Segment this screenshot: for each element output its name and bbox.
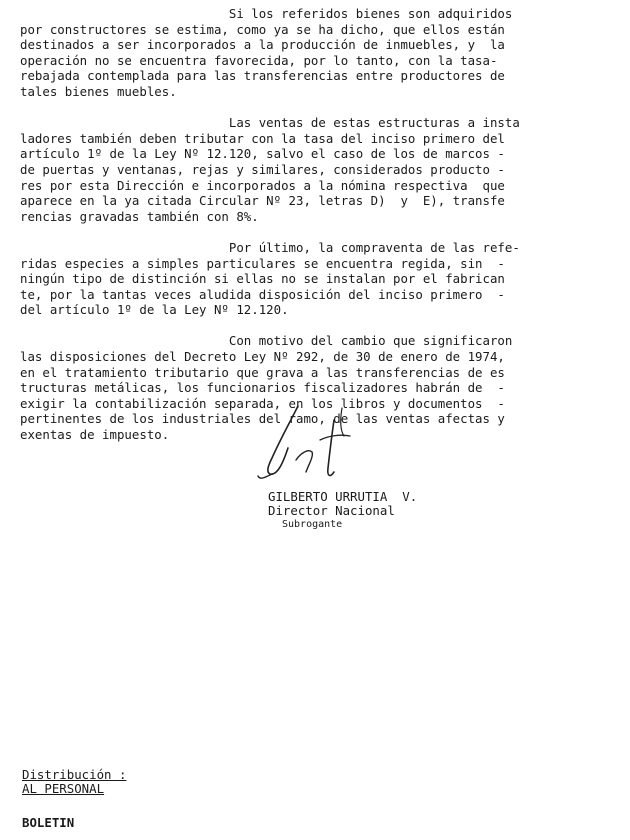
blank-line bbox=[20, 318, 616, 334]
text-line: res por esta Dirección e incorporados a la nómina respectiva que bbox=[20, 177, 505, 193]
letter-body bbox=[20, 6, 616, 443]
signer-subtitle: Subrogante bbox=[282, 519, 343, 530]
text-line: exigir la contabilización separada, en los libros y documentos - bbox=[20, 395, 505, 411]
text-line: tales bienes muebles. bbox=[20, 83, 177, 99]
text-line: del artículo 1º de la Ley Nº 12.120. bbox=[20, 302, 289, 318]
text-line: por constructores se estima, como ya se ha dicho, que ellos están bbox=[20, 21, 505, 37]
text-line: aparece en la ya citada Circular Nº 23, letras D) y E), transfe bbox=[20, 193, 505, 209]
signer-title: Director Nacional bbox=[268, 503, 395, 518]
distribution-list bbox=[22, 768, 126, 830]
text-line: destinados a ser incorporados a la producción de inmuebles, y la bbox=[20, 37, 505, 53]
text-line: Las ventas de estas estructuras a insta bbox=[20, 115, 520, 131]
text-line: rencias gravadas también con 8%. bbox=[20, 208, 259, 224]
text-line: exentas de impuesto. bbox=[20, 427, 170, 443]
paragraph-instaladores bbox=[20, 115, 616, 224]
text-line: te, por la tantas veces aludida disposición del inciso primero - bbox=[20, 286, 505, 302]
handwritten-signature bbox=[250, 400, 390, 490]
paragraph-constructores bbox=[20, 6, 616, 100]
text-line: tructuras metálicas, los funcionarios fiscalizadores habrán de - bbox=[20, 380, 505, 396]
blank-line bbox=[20, 224, 616, 240]
text-line: Con motivo del cambio que significaron bbox=[20, 333, 513, 349]
text-line: operación no se encuentra favorecida, por lo tanto, con la tasa- bbox=[20, 52, 498, 68]
paragraph-particulares bbox=[20, 240, 616, 318]
text-line: Por último, la compraventa de las refe- bbox=[20, 239, 520, 255]
text-line: en el tratamiento tributario que grava a las transferencias de es bbox=[20, 364, 505, 380]
distribution-item: BOLETIN bbox=[22, 815, 75, 830]
text-line: pertinentes de los industriales del ramo, de las ventas afectas y bbox=[20, 411, 505, 427]
text-line: ningún tipo de distinción si ellas no se instalan por el fabrican bbox=[20, 271, 505, 287]
text-line: de puertas y ventanas, rejas y similares, considerados producto - bbox=[20, 161, 505, 177]
text-line: ladores también deben tributar con la tasa del inciso primero del bbox=[20, 130, 505, 146]
text-line: rebajada contemplada para las transferencias entre productores de bbox=[20, 68, 505, 84]
distribution-item: AL PERSONAL bbox=[22, 781, 105, 796]
signature-block bbox=[268, 490, 417, 532]
distribution-heading: Distribución : bbox=[22, 767, 127, 782]
text-line: las disposiciones del Decreto Ley Nº 292, de 30 de enero de 1974, bbox=[20, 349, 505, 365]
text-line: artículo 1º de la Ley Nº 12.120, salvo el caso de los de marcos - bbox=[20, 146, 505, 162]
blank-line bbox=[20, 100, 616, 116]
text-line: Si los referidos bienes son adquiridos bbox=[20, 6, 513, 21]
text-line: ridas especies a simples particulares se encuentra regida, sin - bbox=[20, 255, 505, 271]
signer-name: GILBERTO URRUTIA V. bbox=[268, 489, 418, 504]
